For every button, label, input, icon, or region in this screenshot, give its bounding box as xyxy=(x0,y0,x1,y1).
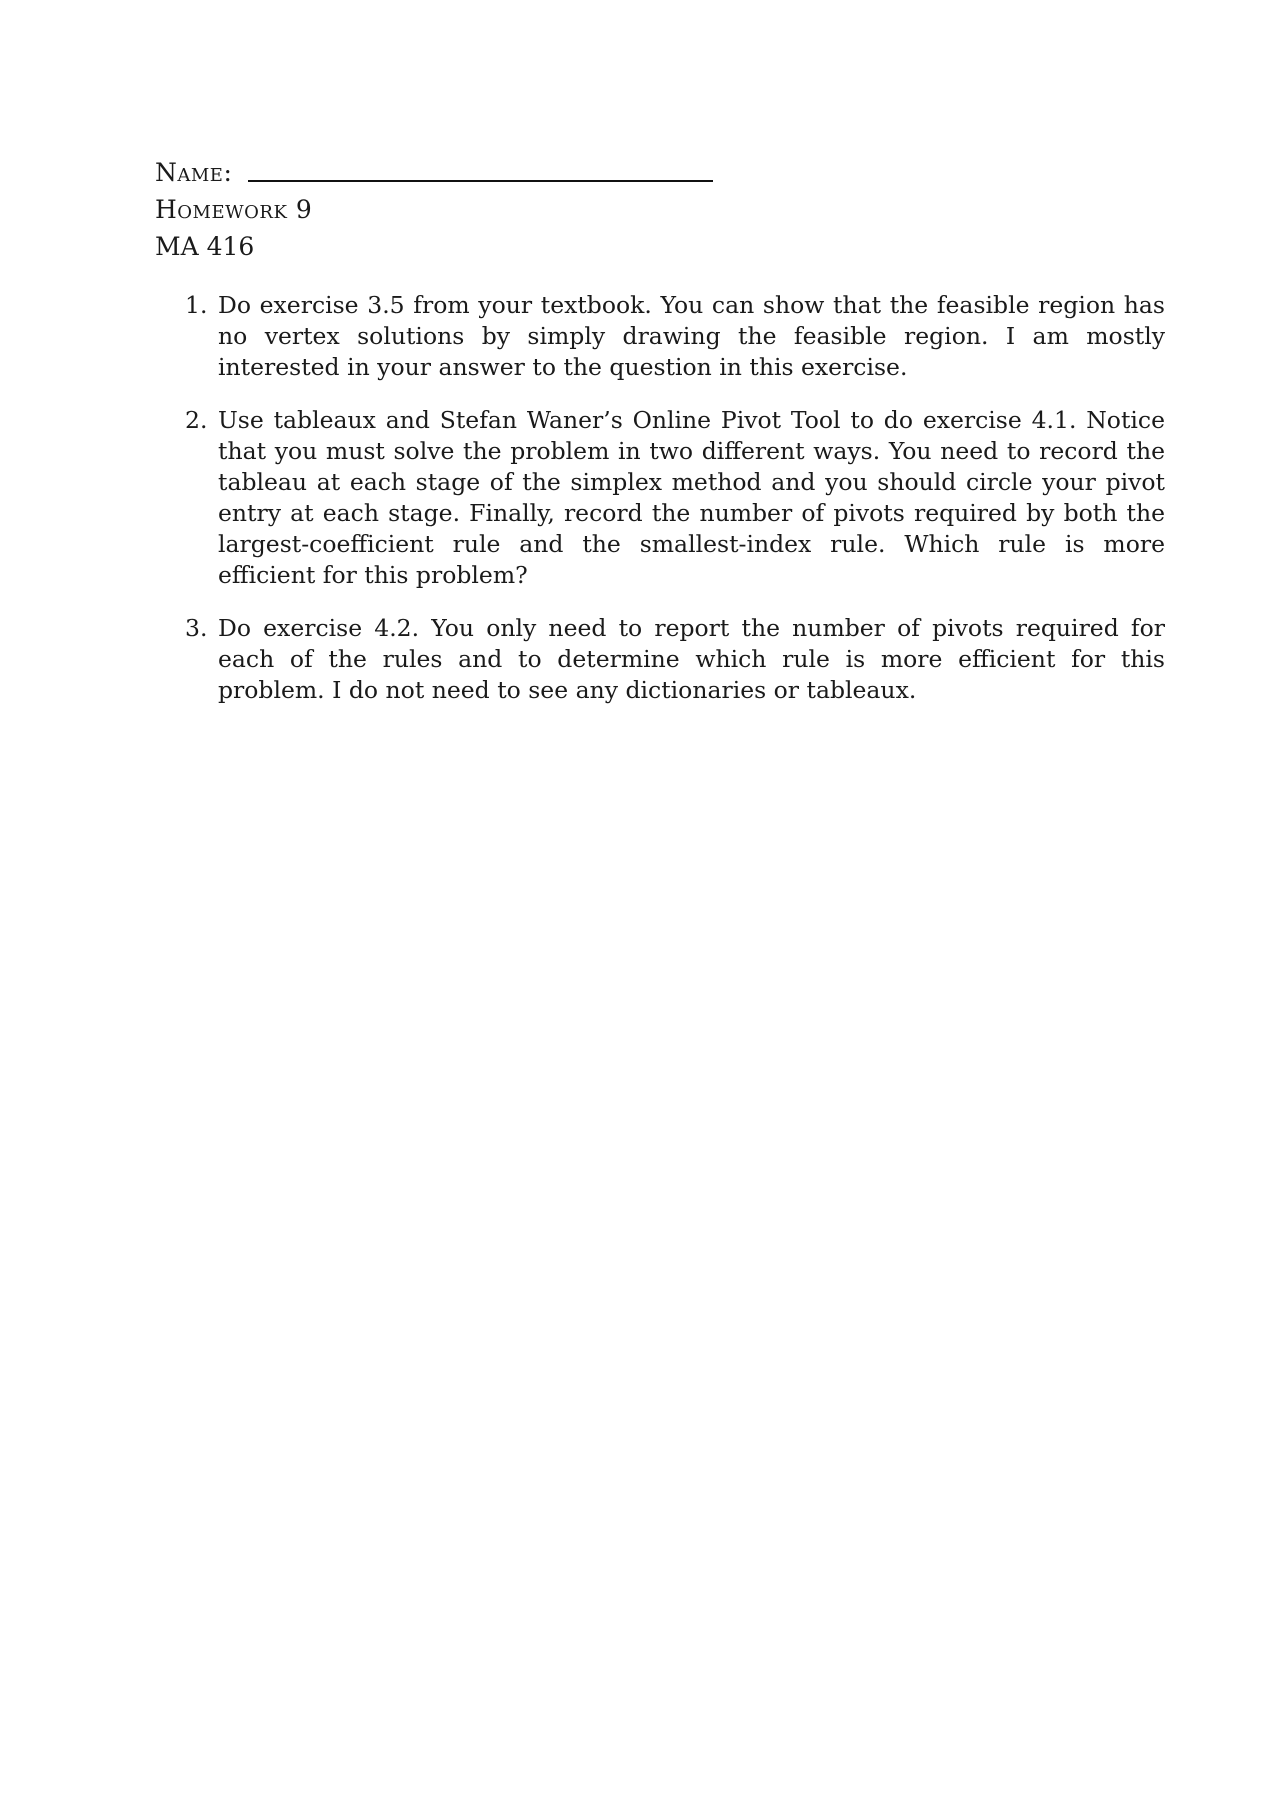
assignment-line xyxy=(155,191,713,228)
problem-item xyxy=(185,405,1165,591)
problem-number: 3. xyxy=(185,614,208,642)
problem-text: Do exercise 4.2. You only need to report the number of pivots required for each of the rules and to determine which rule is more efficient for this problem. I do not need to see any dictionaries or tableaux. xyxy=(218,614,1165,704)
problem-text: Use tableaux and Stefan Waner’s Online Pivot Tool to do exercise 4.1. Notice that you must solve the problem in two different ways. You need to record the tableau at each stage of the simplex method and you should circle your pivot entry at each stage. Finally, record the number of pivots required by both the largest-coefficient rule and the smallest-index rule. Which rule is more efficient for this problem? xyxy=(218,406,1165,589)
problem-number: 2. xyxy=(185,406,208,434)
name-label: Name: xyxy=(155,158,233,187)
header-block xyxy=(155,154,713,265)
assignment-title: Homework 9 xyxy=(155,195,313,224)
course-line xyxy=(155,228,713,265)
course-code: MA 416 xyxy=(155,232,255,261)
problem-number: 1. xyxy=(185,291,208,319)
name-line xyxy=(155,154,713,191)
name-blank-line xyxy=(248,158,713,182)
problem-item xyxy=(185,290,1165,383)
problem-list xyxy=(185,290,1165,728)
problem-text: Do exercise 3.5 from your textbook. You can show that the feasible region has no vertex solutions by simply drawing the feasible region. I am mostly interested in your answer to the question in this exercise. xyxy=(218,291,1165,381)
problem-item xyxy=(185,613,1165,706)
